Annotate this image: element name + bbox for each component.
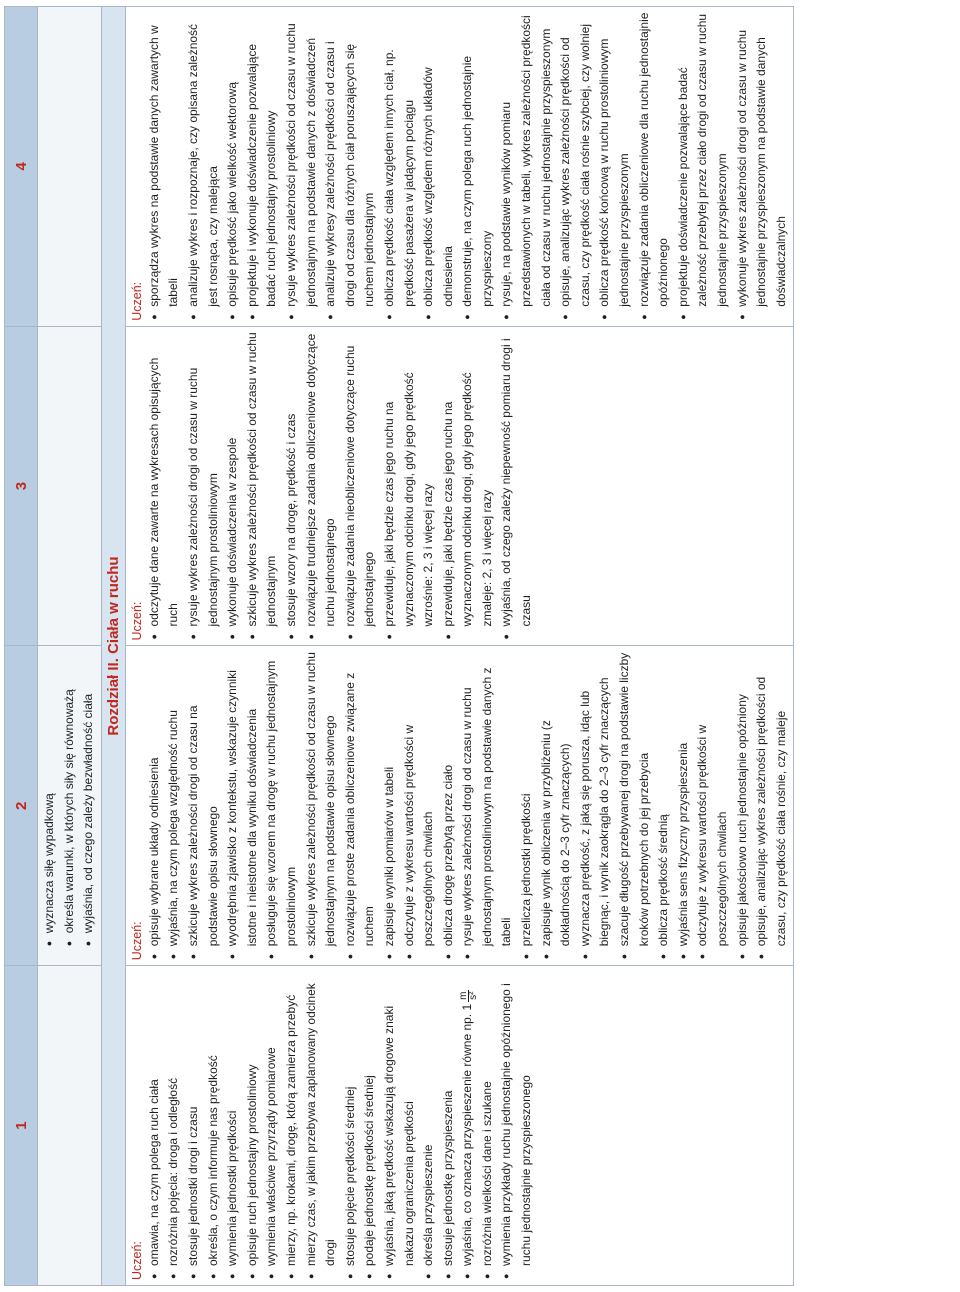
list-item: ● przewiduje, jaki będzie czas jego ruchu na wyznaczonym odcinku drogi, gdy jego prędkość zmaleje: 2, 3 i więcej razy bbox=[439, 332, 498, 627]
list-item: ● odczytuje z wykresu wartości prędkości w poszczególnych chwilach bbox=[400, 652, 439, 947]
column-1-cell bbox=[125, 966, 794, 1286]
chapter-row bbox=[101, 7, 125, 1286]
list-item: ● określa, o czym informuje nas prędkość bbox=[204, 971, 224, 1266]
list-item: ● stosuje pojęcie prędkości średniej bbox=[341, 971, 361, 1266]
list-item: ● podaje jednostkę prędkości średniej bbox=[360, 971, 380, 1266]
continuation-cell bbox=[38, 646, 102, 966]
list-item: ● wyjaśnia, od czego zależy niepewność pomiaru drogi i czasu bbox=[497, 332, 536, 627]
list-item: ● szkicuje wykres zależności drogi od czasu na podstawie opisu słownego bbox=[184, 652, 223, 947]
list-item: ● rozwiązuje zadania obliczeniowe dla ruchu jednostajnie opóźnionego bbox=[635, 12, 674, 307]
column-header-1: 1 bbox=[5, 966, 38, 1286]
list-item: ● wyjaśnia, od czego zależy bezwładność ciała bbox=[79, 651, 99, 934]
list-item: ● rozwiązuje zadania nieobliczeniowe dotyczące ruchu jednostajnego bbox=[341, 332, 380, 627]
list-item: ● szkicuje wykres zależności prędkości od czasu w ruchu jednostajnym na podstawie opisu słownego bbox=[302, 652, 341, 947]
list-item: ● wymienia właściwe przyrządy pomiarowe bbox=[262, 971, 282, 1266]
list-item: ● szkicuje wykres zależności prędkości od czasu w ruchu jednostajnym bbox=[243, 332, 282, 627]
list-item: ● opisuje jakościowo ruch jednostajnie opóźniony bbox=[733, 652, 753, 947]
list-item: ● mierzy czas, w jakim przebywa zaplanowany odcinek drogi bbox=[302, 971, 341, 1266]
list-item: ● sporządza wykres na podstawie danych zawartych w tabeli bbox=[145, 12, 184, 307]
uczen-label: Uczeń: bbox=[129, 921, 144, 961]
unit-fraction bbox=[459, 990, 478, 1002]
acceleration-item bbox=[458, 971, 478, 1266]
list-item: ● stosuje wzory na drogę, prędkość i czas bbox=[282, 332, 302, 627]
list-item: ● stosuje jednostki drogi i czasu bbox=[184, 971, 204, 1266]
list-item: ● wyznacza prędkość, z jaką się porusza, idąc lub biegnąc, i wynik zaokrągla do 2–3 cyfr znaczących bbox=[576, 652, 615, 947]
list-item: ● projektuje doświadczenie pozwalające badać zależność przebytej przez ciało drogi od czasu w ruchu jednostajnie przyspieszonym bbox=[674, 12, 733, 307]
list-item: ● mierzy, np. krokami, drogę, którą zamierza przebyć bbox=[282, 971, 302, 1266]
fraction-numerator: m bbox=[457, 991, 469, 1000]
column-2-list bbox=[145, 652, 792, 961]
list-item: ● wymienia jednostki prędkości bbox=[223, 971, 243, 1266]
list-item: ● wymienia przykłady ruchu jednostajnie opóźnionego i ruchu jednostajnie przyspieszonego bbox=[497, 971, 536, 1266]
list-item: ● oblicza prędkość średnią bbox=[654, 652, 674, 947]
list-item: ● odczytuje z wykresu wartości prędkości w poszczególnych chwilach bbox=[693, 652, 732, 947]
list-item: ● wyznacza siłę wypadkową bbox=[40, 651, 60, 934]
list-item: ● wyjaśnia, na czym polega względność ruchu bbox=[164, 652, 184, 947]
list-item: ● demonstruje, na czym polega ruch jednostajnie przyspieszony bbox=[458, 12, 497, 307]
list-item: ● rysuje wykres zależności drogi od czasu w ruchu jednostajnym prostoliniowym na podstawie danych z tabeli bbox=[458, 652, 517, 947]
list-item: ● opisuje prędkość jako wielkość wektorową bbox=[223, 12, 243, 307]
list-item: ● opisuje, analizując wykres zależności prędkości od czasu, czy prędkość ciała rośnie, czy maleje bbox=[752, 652, 791, 947]
list-item: ● odczytuje dane zawarte na wykresach opisujących ruch bbox=[145, 332, 184, 627]
list-item: ● analizuje wykres i rozpoznaje, czy opisana zależność jest rosnąca, czy malejąca bbox=[184, 12, 223, 307]
list-item: ● wyodrębnia zjawisko z kontekstu, wskazuje czynniki istotne i nieistotne dla wyniku doświadczenia bbox=[223, 652, 262, 947]
list-item: ● rozwiązuje proste zadania obliczeniowe związane z ruchem bbox=[341, 652, 380, 947]
chapter-title: Rozdział II. Ciała w ruchu bbox=[101, 7, 125, 1286]
continuation-empty-cell bbox=[38, 966, 102, 1286]
list-item: ● stosuje jednostkę przyspieszenia bbox=[439, 971, 459, 1266]
list-item: ● określa przyspieszenie bbox=[419, 971, 439, 1266]
continuation-empty-cell bbox=[38, 326, 102, 646]
content-row bbox=[125, 7, 794, 1286]
requirements-table bbox=[4, 6, 794, 1286]
list-item: ● wyjaśnia, jaką prędkość wskazują drogowe znaki nakazu ograniczenia prędkości bbox=[380, 971, 419, 1266]
list-item: ● analizuje wykresy zależności prędkości od czasu i drogi od czasu dla różnych ciał poruszających się ruchem jednostajnym bbox=[321, 12, 380, 307]
acceleration-text: wyjaśnia, co oznacza przyspieszenie równe np. 1 bbox=[460, 1003, 475, 1266]
list-item: ● oblicza prędkość ciała względem innych ciał, np. prędkość pasażera w jadącym pociągu bbox=[380, 12, 419, 307]
list-item: ● rozróżnia wielkości dane i szukane bbox=[478, 971, 498, 1266]
list-item: ● posługuje się wzorem na drogę w ruchu jednostajnym prostoliniowym bbox=[262, 652, 301, 947]
column-header-3: 3 bbox=[5, 326, 38, 646]
list-item: ● rozwiązuje trudniejsze zadania obliczeniowe dotyczące ruchu jednostajnego bbox=[302, 332, 341, 627]
column-header-2: 2 bbox=[5, 646, 38, 966]
continuation-empty-cell bbox=[38, 7, 102, 327]
list-item: ● rysuje wykres zależności prędkości od czasu w ruchu jednostajnym na podstawie danych z doświadczeń bbox=[282, 12, 321, 307]
uczen-label: Uczeń: bbox=[129, 1241, 144, 1280]
fraction-denominator: s² bbox=[467, 991, 479, 1000]
list-item: ● przelicza jednostki prędkości bbox=[517, 652, 537, 947]
list-item: ● zapisuje wyniki pomiarów w tabeli bbox=[380, 652, 400, 947]
list-item: ● rysuje, na podstawie wyników pomiaru przedstawionych w tabeli, wykres zależności prędkości ciała od czasu w ruchu jednostajnie przyspieszonym bbox=[497, 12, 556, 307]
list-item: ● omawia, na czym polega ruch ciała bbox=[145, 971, 165, 1266]
column-2-cell bbox=[125, 646, 794, 966]
continuation-list bbox=[40, 651, 99, 948]
uczen-label: Uczeń: bbox=[129, 281, 144, 321]
list-item: ● opisuje wybrane układy odniesienia bbox=[145, 652, 165, 947]
header-row bbox=[5, 7, 38, 1286]
list-item: ● rozróżnia pojęcia: droga i odległość bbox=[164, 971, 184, 1266]
list-item: ● oblicza prędkość końcową w ruchu prostoliniowym jednostajnie przyspieszonym bbox=[595, 12, 634, 307]
list-item: ● oblicza prędkość względem różnych układów odniesienia bbox=[419, 12, 458, 307]
list-item: ● rysuje wykres zależności drogi od czasu w ruchu jednostajnym prostoliniowym bbox=[184, 332, 223, 627]
list-item: ● określa warunki, w których siły się równoważą bbox=[60, 651, 80, 934]
list-item: ● wykonuje wykres zależności drogi od czasu w ruchu jednostajnie przyspieszonym na podstawie danych doświadczalnych bbox=[733, 12, 792, 307]
list-item: ● szacuje długość przebywanej drogi na podstawie liczby kroków potrzebnych do jej przebycia bbox=[615, 652, 654, 947]
list-item: ● opisuje, analizując wykres zależności prędkości od czasu, czy prędkość ciała rośnie szybciej, czy wolniej bbox=[556, 12, 595, 307]
continuation-row bbox=[38, 7, 102, 1286]
list-item: ● wykonuje doświadczenia w zespole bbox=[223, 332, 243, 627]
list-item: ● opisuje ruch jednostajny prostoliniowy bbox=[243, 971, 263, 1266]
column-4-cell bbox=[125, 7, 794, 327]
list-item: ● przewiduje, jaki będzie czas jego ruchu na wyznaczonym odcinku drogi, gdy jego prędkość wzrośnie: 2, 3 i więcej razy bbox=[380, 332, 439, 627]
column-3-cell bbox=[125, 326, 794, 646]
list-item: ● zapisuje wynik obliczenia w przybliżeniu (z dokładnością do 2–3 cyfr znaczących) bbox=[537, 652, 576, 947]
list-item: ● oblicza drogę przebytą przez ciało bbox=[439, 652, 459, 947]
column-3-list bbox=[145, 332, 537, 641]
uczen-label: Uczeń: bbox=[129, 601, 144, 641]
column-header-4: 4 bbox=[5, 7, 38, 327]
list-item: ● projektuje i wykonuje doświadczenie pozwalające badać ruch jednostajny prostoliniowy bbox=[243, 12, 282, 307]
column-4-list bbox=[145, 12, 792, 321]
list-item: ● wyjaśnia sens fizyczny przyspieszenia bbox=[674, 652, 694, 947]
column-1-list bbox=[145, 971, 537, 1280]
